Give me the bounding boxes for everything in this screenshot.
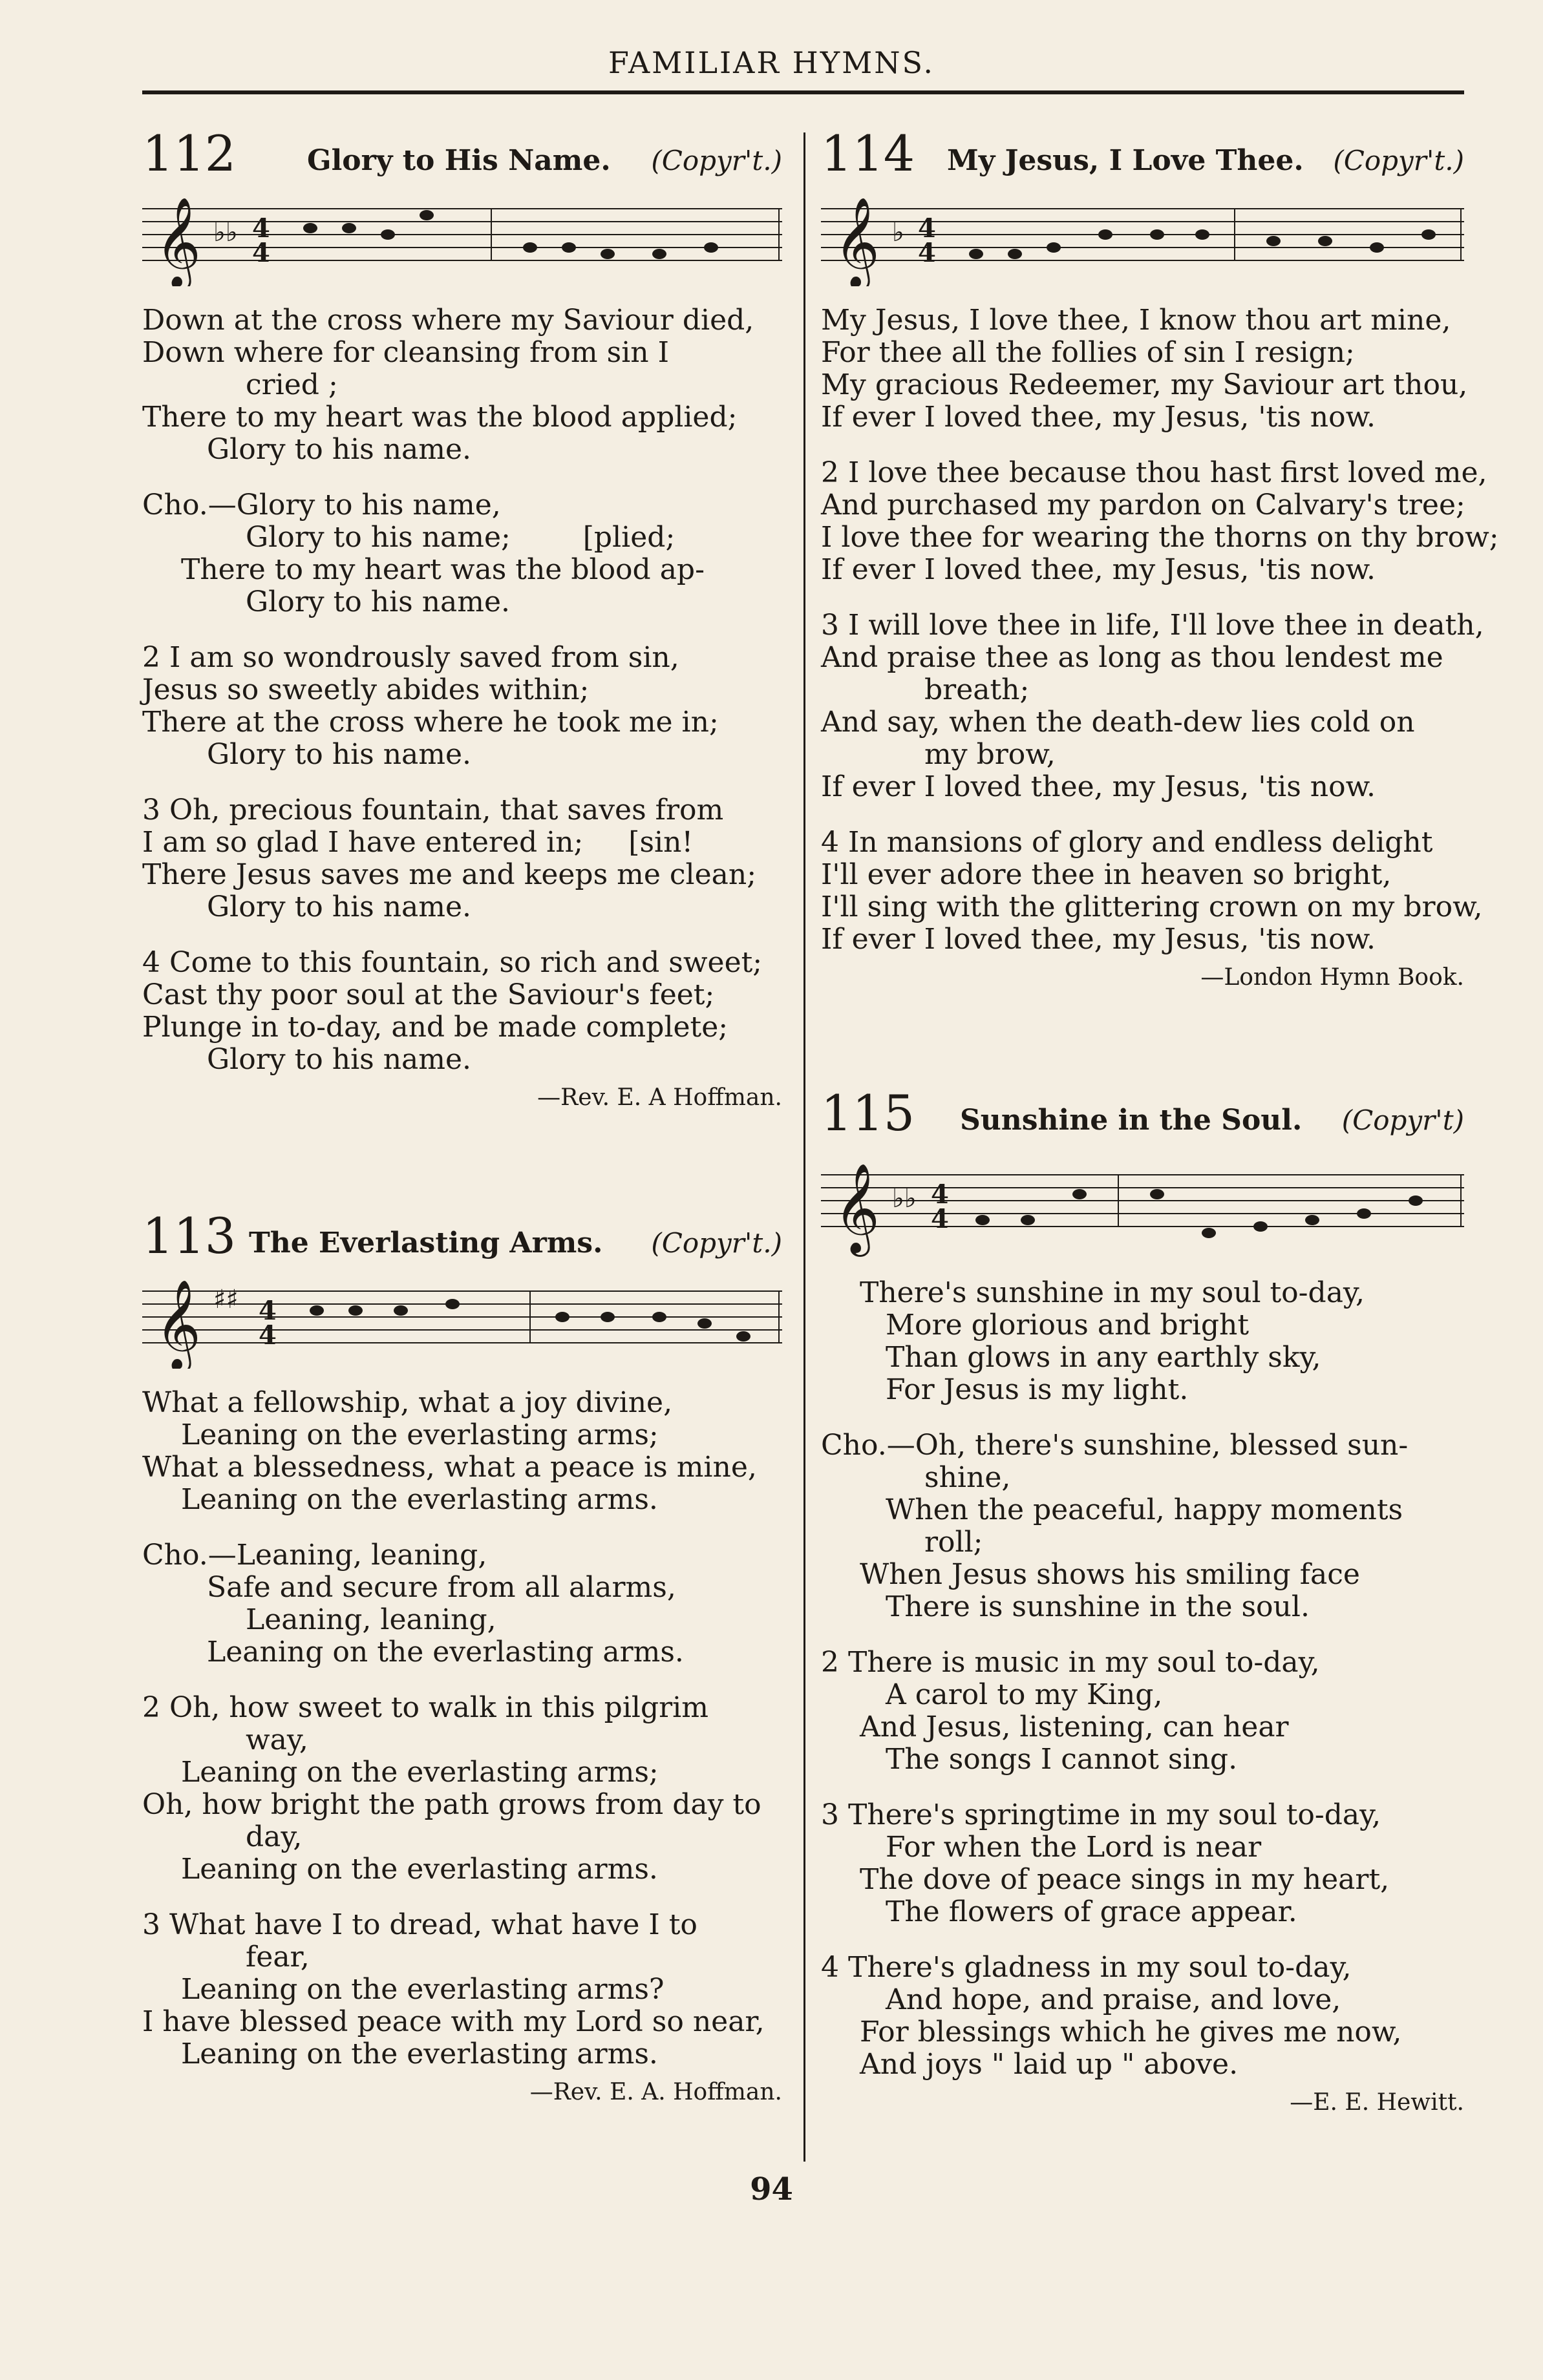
verse-line: breath;: [924, 673, 1030, 706]
verse-line: Oh, how bright the path grows from day to: [142, 1788, 761, 1821]
hymn-number: 115: [821, 1084, 915, 1142]
stanza: [821, 1952, 1464, 2081]
stanza: [821, 1647, 1464, 1776]
verse-line: 2 There is music in my soul to-day,: [821, 1646, 1320, 1679]
verse-line: 4 In mansions of glory and endless delight: [821, 826, 1433, 859]
verse-line: My Jesus, I love thee, I know thou art mine,: [821, 304, 1451, 337]
verse-line: Leaning on the everlasting arms?: [181, 1973, 665, 2006]
svg-text:4: 4: [259, 1320, 277, 1351]
music-staff-icon: [821, 1155, 1464, 1259]
verse-line: Leaning, leaning,: [246, 1603, 496, 1636]
hymn-115: [821, 1086, 1464, 2118]
hymn-title: Glory to His Name.: [307, 144, 611, 177]
music-staff-icon: [142, 196, 782, 286]
verse-line: Than glows in any earthly sky,: [886, 1341, 1321, 1374]
svg-text:𝄞: 𝄞: [155, 197, 201, 286]
stanza: [821, 609, 1484, 803]
verse-line: I love thee for wearing the thorns on thy brow;: [821, 521, 1499, 554]
verse-line: Leaning on the everlasting arms;: [181, 1418, 659, 1451]
verse-line: Cho.—Leaning, leaning,: [142, 1539, 487, 1572]
verse-line: Glory to his name.: [207, 433, 472, 466]
verse-line: A carol to my King,: [886, 1678, 1163, 1711]
verse-line: For when the Lord is near: [886, 1831, 1262, 1864]
copyright-note: (Copyr't.): [1333, 145, 1464, 176]
verse-line: And hope, and praise, and love,: [886, 1983, 1341, 2016]
header-rule: [142, 90, 1464, 94]
author-credit: —Rev. E. A Hoffman.: [537, 1084, 782, 1111]
verse-line: day,: [246, 1820, 303, 1853]
svg-text:𝄞: 𝄞: [834, 197, 880, 286]
verse-line: fear,: [246, 1941, 310, 1974]
verse-line: If ever I loved thee, my Jesus, 'tis now.: [821, 401, 1376, 434]
verse-line: 3 I will love thee in life, I'll love thee in death,: [821, 609, 1484, 642]
verse-line: There at the cross where he took me in;: [142, 706, 719, 739]
verse-line: For Jesus is my light.: [886, 1373, 1189, 1406]
verse-line: 2 I am so wondrously saved from sin,: [142, 641, 679, 674]
svg-text:4: 4: [259, 1296, 277, 1326]
verse-line: 2 Oh, how sweet to walk in this pilgrim: [142, 1691, 708, 1724]
author-credit: —London Hymn Book.: [1200, 964, 1464, 991]
verse-line: 2 I love thee because thou hast first loved me,: [821, 456, 1487, 489]
verse-line: Cast thy poor soul at the Saviour's feet;: [142, 978, 715, 1011]
music-staff-icon: [142, 1278, 782, 1369]
verse-line: There to my heart was the blood applied;: [142, 401, 738, 434]
svg-text:♭♭: ♭♭: [892, 1184, 917, 1214]
svg-text:4: 4: [931, 1179, 949, 1210]
hymn-114: [821, 125, 1499, 993]
verse-line: Glory to his name.: [207, 738, 472, 771]
verse-line: cried ;: [246, 368, 338, 401]
verse-line: 3 Oh, precious fountain, that saves from: [142, 794, 724, 827]
verse-line: And say, when the death-dew lies cold on: [821, 706, 1415, 739]
hymn-112: [142, 126, 782, 1113]
svg-text:4: 4: [918, 238, 936, 268]
verse-line: Down where for cleansing from sin I: [142, 336, 669, 369]
verse-line: And purchased my pardon on Calvary's tree;: [821, 489, 1465, 521]
verse-line: Glory to his name.: [246, 585, 511, 618]
stanza: [142, 1692, 782, 1886]
verse-line: If ever I loved thee, my Jesus, 'tis now.: [821, 553, 1376, 586]
hymn-title: My Jesus, I Love Thee.: [947, 144, 1304, 177]
hymn-heading: [821, 1086, 1464, 1144]
verse-line: What a blessedness, what a peace is mine,: [142, 1451, 757, 1484]
hymn-heading: [821, 126, 1464, 184]
verse-line: Safe and secure from all alarms,: [207, 1571, 676, 1604]
hymn-heading: [142, 1208, 782, 1267]
hymn-heading: [142, 126, 782, 184]
verse-line: Glory to his name; [plied;: [246, 521, 676, 554]
music-staff-icon: [821, 196, 1464, 286]
verse-line: Leaning on the everlasting arms;: [181, 1756, 659, 1789]
verse-line: Down at the cross where my Saviour died,: [142, 304, 754, 337]
verse-line: I am so glad I have entered in; [sin!: [142, 826, 694, 859]
hymn-number: 112: [142, 125, 237, 182]
verse-line: Leaning on the everlasting arms.: [181, 1483, 658, 1516]
verse-line: More glorious and bright: [886, 1309, 1250, 1342]
verse-line: For thee all the follies of sin I resign;: [821, 336, 1355, 369]
svg-text:♯♯: ♯♯: [213, 1285, 239, 1314]
verse-line: Cho.—Glory to his name,: [142, 489, 501, 521]
hymn-title: Sunshine in the Soul.: [960, 1104, 1303, 1137]
svg-text:𝄞: 𝄞: [155, 1280, 201, 1369]
verse-line: Leaning on the everlasting arms.: [181, 1853, 658, 1886]
verse-line: Plunge in to-day, and be made complete;: [142, 1011, 729, 1044]
running-header: FAMILIAR HYMNS.: [608, 45, 935, 80]
verse-line: 4 There's gladness in my soul to-day,: [821, 1951, 1352, 1984]
verse-line: I have blessed peace with my Lord so near,: [142, 2005, 765, 2038]
chorus: [821, 1429, 1464, 1623]
stanza: [142, 794, 782, 923]
verse-line: 3 There's springtime in my soul to-day,: [821, 1798, 1381, 1831]
svg-text:4: 4: [931, 1204, 949, 1234]
hymn-113: [142, 1208, 782, 2108]
verse-line: way,: [246, 1723, 308, 1756]
stanza: [821, 826, 1483, 956]
stanza: [821, 1799, 1464, 1928]
verse-line: If ever I loved thee, my Jesus, 'tis now.: [821, 770, 1376, 803]
svg-text:4: 4: [252, 238, 270, 268]
svg-text:♭: ♭: [892, 218, 904, 247]
verse-line: Cho.—Oh, there's sunshine, blessed sun-: [821, 1429, 1409, 1462]
verse-line: There's sunshine in my soul to-day,: [860, 1276, 1365, 1309]
svg-text:4: 4: [918, 213, 936, 244]
page-number: 94: [750, 2171, 793, 2207]
verse-line: I'll ever adore thee in heaven so bright,: [821, 858, 1392, 891]
verse-line: And Jesus, listening, can hear: [860, 1711, 1289, 1743]
author-credit: —Rev. E. A. Hoffman.: [529, 2079, 782, 2105]
hymn-number: 113: [142, 1207, 237, 1265]
verse-line: I'll sing with the glittering crown on my brow,: [821, 890, 1483, 923]
verse-line: The dove of peace sings in my heart,: [860, 1863, 1390, 1896]
stanza: [821, 1277, 1464, 1406]
copyright-note: (Copyr't.): [651, 145, 782, 176]
verse-line: Leaning on the everlasting arms.: [207, 1636, 684, 1669]
copyright-note: (Copyr't): [1341, 1104, 1464, 1136]
column-divider: [803, 132, 805, 2162]
verse-line: There to my heart was the blood ap-: [181, 553, 705, 586]
verse-line: Leaning on the everlasting arms.: [181, 2038, 658, 2070]
stanza: [142, 642, 782, 771]
author-credit: —E. E. Hewitt.: [1290, 2089, 1464, 2116]
verse-line: For blessings which he gives me now,: [860, 2016, 1402, 2048]
stanza: [142, 1387, 782, 1516]
verse-line: roll;: [924, 1526, 983, 1559]
verse-line: 3 What have I to dread, what have I to: [142, 1908, 697, 1941]
hymn-number: 114: [821, 125, 915, 182]
verse-line: Glory to his name.: [207, 1043, 472, 1076]
verse-line: my brow,: [924, 738, 1056, 771]
verse-line: What a fellowship, what a joy divine,: [142, 1386, 673, 1419]
verse-line: If ever I loved thee, my Jesus, 'tis now.: [821, 923, 1376, 956]
stanza: [821, 456, 1499, 586]
verse-line: And joys " laid up " above.: [860, 2048, 1239, 2081]
copyright-note: (Copyr't.): [651, 1227, 782, 1259]
verse-line: And praise thee as long as thou lendest me: [821, 641, 1443, 674]
verse-line: The flowers of grace appear.: [886, 1895, 1297, 1928]
svg-text:♭♭: ♭♭: [213, 218, 238, 247]
hymn-title: The Everlasting Arms.: [249, 1227, 603, 1259]
stanza: [142, 947, 782, 1076]
verse-line: The songs I cannot sing.: [886, 1743, 1238, 1776]
chorus: [142, 1539, 782, 1669]
verse-line: shine,: [924, 1461, 1011, 1494]
svg-text:4: 4: [252, 213, 270, 244]
verse-line: When Jesus shows his smiling face: [860, 1558, 1360, 1591]
verse-line: There is sunshine in the soul.: [886, 1590, 1310, 1623]
svg-text:𝄞: 𝄞: [834, 1163, 880, 1253]
verse-line: 4 Come to this fountain, so rich and sweet;: [142, 946, 763, 979]
verse-line: Glory to his name.: [207, 890, 472, 923]
stanza: [821, 304, 1468, 434]
verse-line: Jesus so sweetly abides within;: [142, 673, 590, 706]
stanza: [142, 1909, 782, 2070]
stanza: [142, 304, 782, 466]
chorus: [142, 489, 782, 618]
verse-line: My gracious Redeemer, my Saviour art thou,: [821, 368, 1468, 401]
verse-line: When the peaceful, happy moments: [886, 1493, 1403, 1526]
verse-line: There Jesus saves me and keeps me clean;: [142, 858, 757, 891]
